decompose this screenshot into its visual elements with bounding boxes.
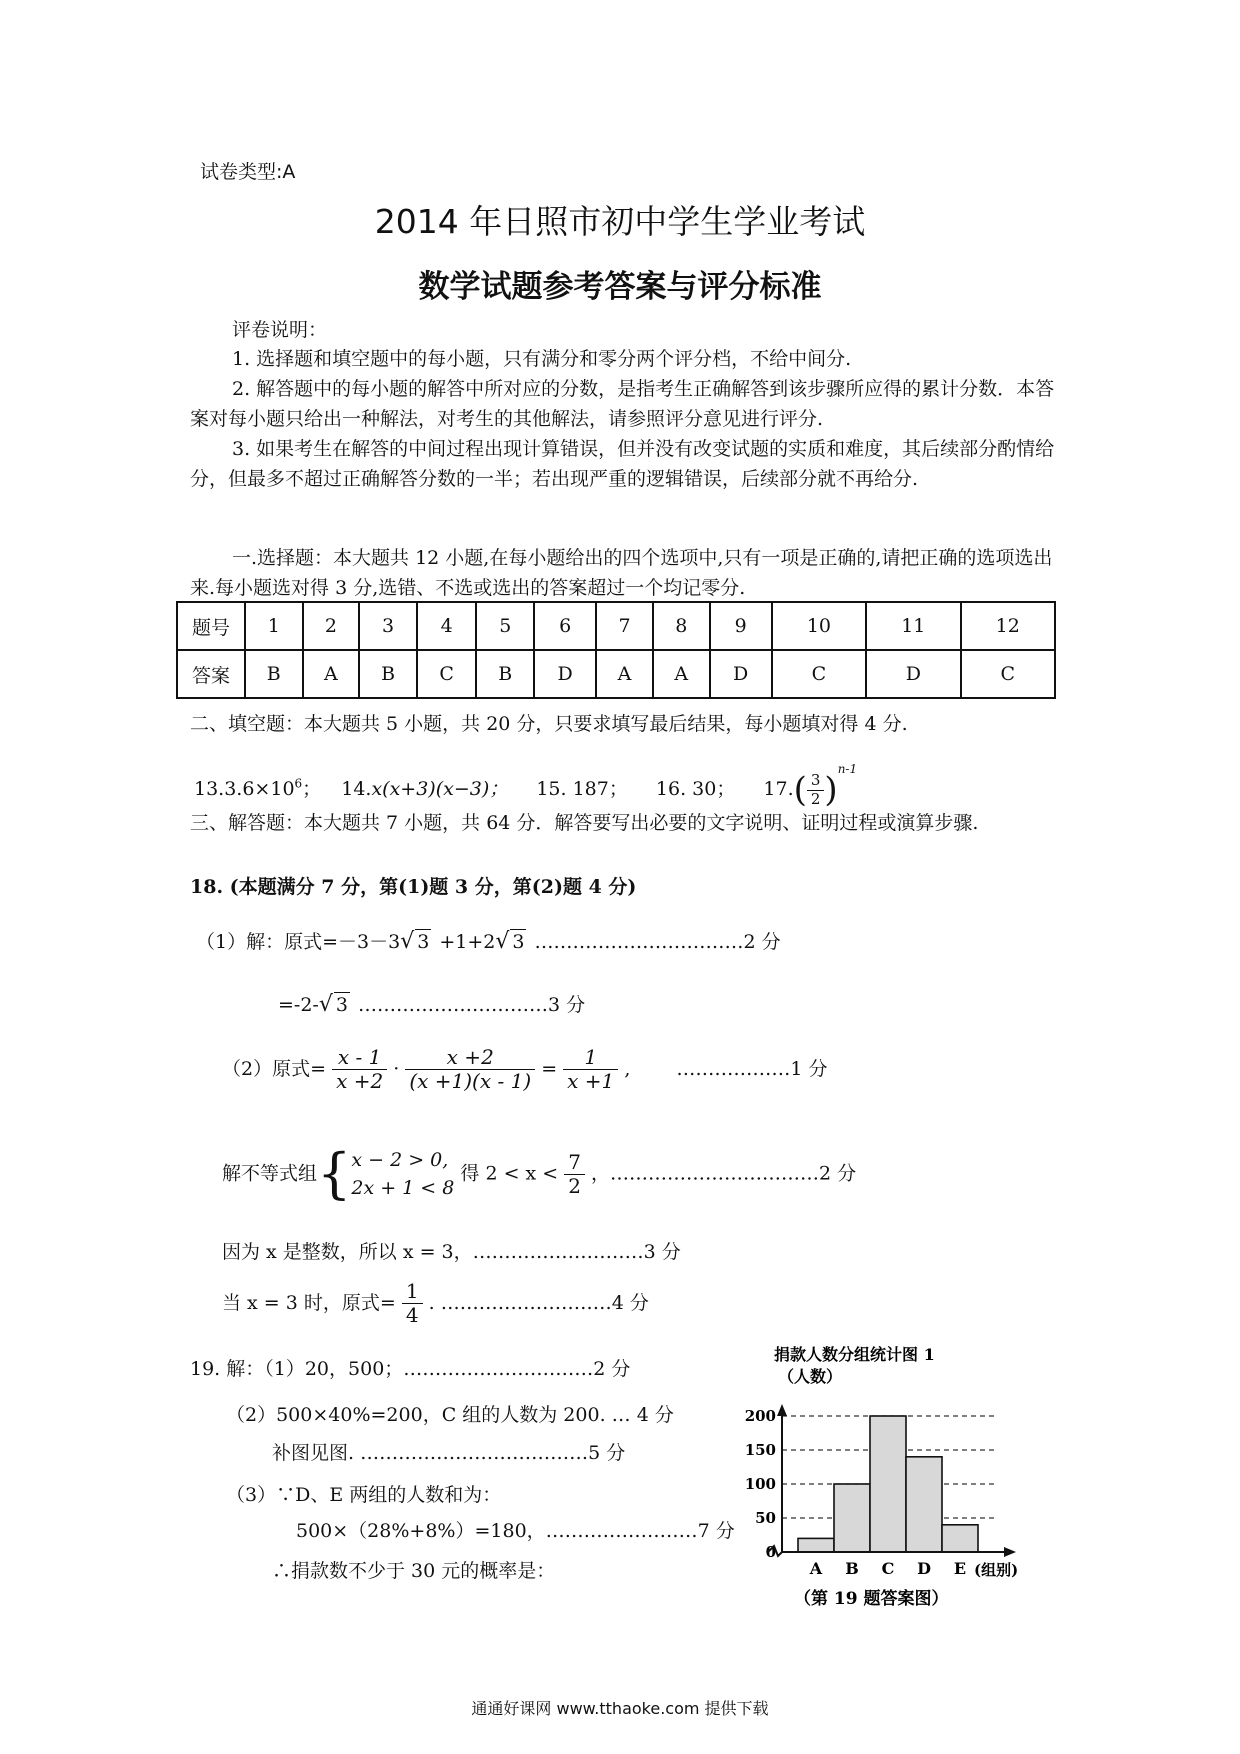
- table-cell: A: [596, 650, 653, 698]
- q18-inequality-prefix: 解不等式组: [222, 1162, 318, 1185]
- answer-17-denominator: 2: [810, 789, 821, 808]
- donation-bar-chart: [722, 1342, 1042, 1622]
- table-cell: 5: [476, 602, 534, 650]
- page-footer: 通通好课网 www.tthaoke.com 提供下载: [471, 1699, 769, 1718]
- table-row-label: 题号: [177, 602, 245, 650]
- answer-15: 15. 187；: [536, 778, 628, 800]
- q19-part3-probability: ∴捐款数不少于 30 元的概率是：: [272, 1560, 556, 1582]
- q18-part1b-dots: …………………………3 分: [357, 994, 586, 1016]
- table-cell: 11: [866, 602, 960, 650]
- q18-part1-mid: +1+2: [439, 931, 496, 953]
- y-tick-label: 100: [744, 1475, 776, 1493]
- answer-17: 17.: [763, 778, 794, 800]
- q18-part1-prefix: （1）解：原式=－3－3: [196, 931, 401, 953]
- chart-y-label: （人数）: [778, 1367, 843, 1386]
- q18-part1-line1: [196, 928, 781, 957]
- answer-16: 16. 30；: [655, 778, 736, 800]
- chart-caption: （第 19 题答案图）: [794, 1589, 949, 1609]
- y-tick-label: 50: [755, 1509, 776, 1527]
- q18-integer-line: 因为 x 是整数，所以 x = 3，………………………3 分: [222, 1241, 681, 1263]
- y-tick-label: 200: [744, 1407, 776, 1425]
- q18-part1-sqrt: 3: [417, 931, 430, 953]
- bar-E: [942, 1525, 978, 1552]
- q18-inequality-line: [222, 1142, 857, 1205]
- equals-sign: =: [541, 1058, 558, 1081]
- frac-numerator: x +2: [405, 1046, 535, 1070]
- bar-C: [870, 1416, 906, 1552]
- table-cell: 1: [245, 602, 303, 650]
- table-cell: D: [710, 650, 772, 698]
- sqrt-sign: √: [495, 929, 510, 954]
- q19-part2-figure: 补图见图. ………………………………5 分: [272, 1442, 626, 1464]
- frac-denominator: 2: [568, 1173, 581, 1198]
- x-tick-label: A: [809, 1559, 823, 1578]
- section-fill-text: 二、填空题：本大题共 5 小题，共 20 分，只要求填写最后结果，每小题填对得 4 分.: [190, 713, 908, 735]
- table-cell: A: [303, 650, 360, 698]
- q18-part2-dots: ………………1 分: [676, 1058, 828, 1081]
- q18-inequality-result: 得 2 < x <: [460, 1162, 559, 1185]
- table-cell: 12: [961, 602, 1055, 650]
- x-tick-label: E: [953, 1559, 967, 1578]
- section-solution-text: 三、解答题：本大题共 7 小题，共 64 分．解答要写出必要的文字说明、证明过程或演算步骤.: [190, 812, 979, 834]
- q18-part2-line: （2）原式= $\frac{x - 1}{x +2}$ · $\frac{x +2}{(x +1)(x - 1)}$ = $\frac{1}{x +1}$ , ………………1 分: [222, 1045, 828, 1093]
- q19-part3: （3）∵D、E 两组的人数和为：: [226, 1484, 502, 1506]
- q18-part1-dots: ……………………………2 分: [534, 931, 781, 953]
- frac-numerator: 7: [564, 1151, 585, 1175]
- table-cell: 4: [417, 602, 477, 650]
- instruction-item-2: 2. 解答题中的每小题的解答中所对应的分数，是指考生正确解答到该步骤所应得的累计分数．本答案对每小题只给出一种解法，对考生的其他解法，请参照评分意见进行评分.: [190, 378, 1055, 430]
- table-cell: 8: [653, 602, 710, 650]
- frac-denominator: 4: [405, 1303, 419, 1327]
- instruction-item-3: 3. 如果考生在解答的中间过程出现计算错误，但并没有改变试题的实质和难度，其后续部分酌情给分，但最多不超过正确解答分数的一半；若出现严重的逻辑错误，后续部分就不再给分.: [190, 438, 1055, 490]
- table-cell: 2: [303, 602, 360, 650]
- table-cell: B: [359, 650, 417, 698]
- table-cell: B: [245, 650, 303, 698]
- bar-A: [798, 1538, 834, 1552]
- page-title: 2014 年日照市初中学生学业考试: [374, 202, 866, 241]
- inequality-2: 2x + 1 < 8: [351, 1177, 455, 1199]
- q19-part3-calc: 500×（28%+8%）=180，……………………7 分: [296, 1520, 735, 1542]
- q18-final-line: [222, 1280, 649, 1327]
- frac-denominator: (x +1)(x - 1): [409, 1069, 532, 1093]
- table-cell: D: [534, 650, 596, 698]
- x-tick-label: D: [917, 1559, 931, 1578]
- x-tick-label: C: [881, 1559, 895, 1578]
- x-tick-label: B: [845, 1559, 859, 1578]
- sqrt-sign: √: [400, 929, 415, 954]
- chart-title: 捐款人数分组统计图 1: [774, 1345, 935, 1364]
- chart-x-ticks: [809, 1559, 966, 1578]
- answer-table-row-answers: [177, 650, 1055, 698]
- q18-part1-sqrt-2: 3: [512, 931, 525, 953]
- q18-part1b-prefix: =-2-: [278, 994, 319, 1016]
- table-cell: C: [772, 650, 866, 698]
- chart-y-ticks: [745, 1407, 776, 1561]
- answer-14: x(x+3)(x−3)；: [371, 778, 509, 800]
- chart-bars: [798, 1416, 978, 1552]
- q18-inequality-dots: ，……………………………2 分: [591, 1162, 857, 1185]
- answer-table-row-numbers: [177, 602, 1055, 650]
- q18-part1b-sqrt: 3: [335, 994, 348, 1016]
- y-axis-arrow-icon: [777, 1404, 787, 1416]
- table-cell: 6: [534, 602, 596, 650]
- frac-numerator: 1: [563, 1046, 618, 1070]
- table-cell: C: [417, 650, 477, 698]
- frac-numerator: x - 1: [332, 1046, 387, 1070]
- q19-part1: 19. 解：（1）20，500；…………………………2 分: [190, 1358, 631, 1380]
- table-cell: A: [653, 650, 710, 698]
- answer-14-number: 14.: [341, 778, 372, 800]
- table-cell: B: [476, 650, 534, 698]
- page-subtitle: 数学试题参考答案与评分标准: [418, 269, 822, 305]
- x-axis-arrow-icon: [1004, 1547, 1016, 1557]
- frac-numerator: 1: [402, 1280, 423, 1304]
- chart-x-label: (组别): [974, 1561, 1019, 1579]
- y-tick-label: 150: [744, 1441, 776, 1459]
- table-cell: C: [961, 650, 1055, 698]
- answer-17-exponent: n-1: [837, 762, 858, 776]
- table-cell: D: [866, 650, 960, 698]
- y-tick-label: 0: [765, 1543, 776, 1561]
- inequality-1: x − 2 > 0,: [351, 1149, 449, 1171]
- paper-type: 试卷类型:A: [200, 161, 296, 183]
- table-cell: 7: [596, 602, 653, 650]
- frac-denominator: x +2: [336, 1069, 384, 1093]
- section-choice-text: 一.选择题：本大题共 12 小题,在每小题给出的四个选项中,只有一项是正确的,请把正确的选项选出来.每小题选对得 3 分,选错、不选或选出的答案超过一个均记零分.: [190, 547, 1053, 599]
- q18-part2-prefix: （2）原式=: [222, 1058, 327, 1081]
- instructions-heading: 评卷说明：: [232, 319, 328, 341]
- fill-answers: $13.3.6\times 10^6$； 14.x(x+3)(x−3)； 15. 187； 16. 30； 17.( $\frac{3}{2}$ )$^{n-1}$: [194, 762, 858, 810]
- table-cell: 3: [359, 602, 417, 650]
- bar-D: [906, 1457, 942, 1552]
- sqrt-sign: √: [318, 992, 333, 1017]
- answer-13-exponent: 6: [294, 776, 303, 791]
- q19-part2: （2）500×40%=200，C 组的人数为 200. … 4 分: [226, 1404, 674, 1426]
- table-cell: 10: [772, 602, 866, 650]
- q18-final-prefix: 当 x = 3 时，原式=: [222, 1292, 396, 1315]
- answer-17-numerator: 3: [807, 772, 825, 790]
- q18-final-dots: . ………………………4 分: [428, 1292, 649, 1315]
- answer-13-separator: ；: [302, 778, 322, 800]
- answer-table: [176, 601, 1056, 699]
- table-row-label: 答案: [177, 650, 245, 698]
- bar-B: [834, 1484, 870, 1552]
- table-cell: 9: [710, 602, 772, 650]
- instruction-item-1: 1. 选择题和填空题中的每小题，只有满分和零分两个评分档，不给中间分.: [232, 348, 852, 370]
- q18-part1-line2: [278, 991, 585, 1020]
- question-18-title: 18. (本题满分 7 分，第(1)题 3 分，第(2)题 4 分): [190, 876, 637, 898]
- answer-13: 13.3.6×10: [194, 778, 295, 800]
- frac-denominator: x +1: [567, 1069, 615, 1093]
- left-brace-icon: {: [317, 1142, 352, 1205]
